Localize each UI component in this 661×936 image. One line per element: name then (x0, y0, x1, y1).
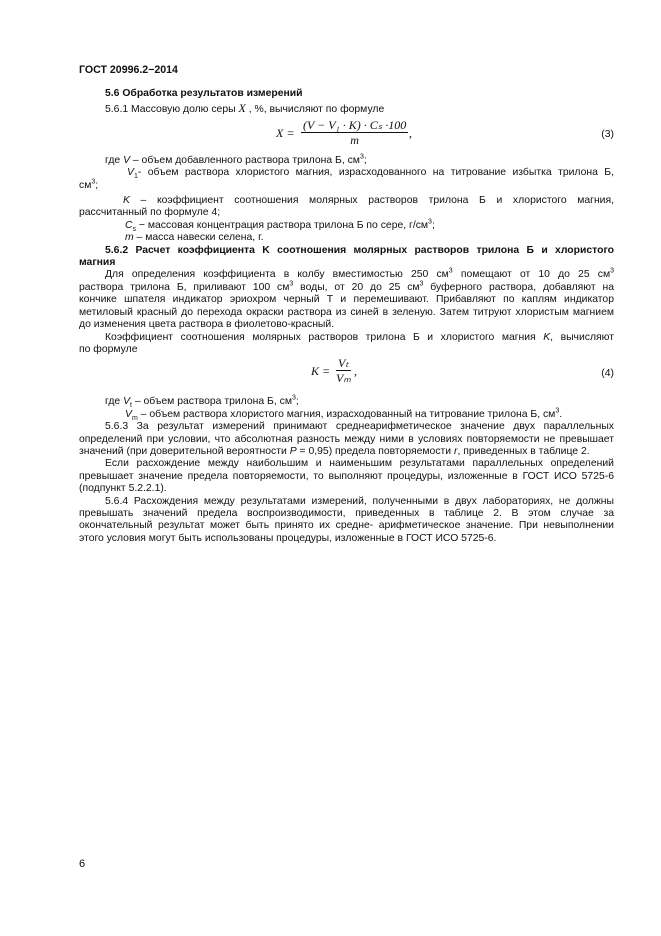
p1-part-b: помещают от 10 до 25 см (452, 269, 611, 281)
var-p: P (289, 445, 297, 457)
unit-cm: см (79, 179, 92, 191)
superscript-3: 3 (419, 280, 424, 288)
var-v: V (123, 154, 130, 166)
subscript-m: m (131, 414, 138, 422)
clause-5-6-1-suffix: , %, вычисляют по формуле (245, 104, 385, 116)
subscript-s: s (132, 225, 137, 233)
clause-5-6-3-part-b: = 0,95) предела повторяемости (296, 445, 454, 457)
var-vm: V (125, 408, 132, 420)
section-5-6-2-title-line-1: 5.6.2 Расчет коэффициента K соотношения молярных растворов трилона Б и хлористого (105, 244, 614, 256)
p2-part-a: Коэффициент соотношения молярных растворов трилона Б и хлористого магния (105, 331, 544, 343)
superscript-3: 3 (428, 218, 432, 226)
clause-5-6-4: 5.6.4 Расхождения между результатами измерений, полученными в двух лабораториях, не должны превышать значений предела воспроизводимости, приведенных в таблице 2. В этом случае за окончательный результат может быть принято их средне- арифметическое значение. При невыполнении этого условия могут быть использованы процедуры, изложенные в ГОСТ ИСО 5725-6. (79, 495, 614, 544)
page-content (79, 88, 614, 545)
formula-3 (79, 117, 614, 155)
formula-3-fraction (301, 118, 408, 148)
paragraph-1-line-2 (79, 282, 614, 294)
superscript-3: 3 (359, 153, 364, 161)
formula-4-lhs-var: K (311, 364, 320, 379)
var-m: m (125, 232, 134, 244)
p1-part-c: раствора трилона Б, приливают 100 см (79, 281, 290, 293)
clause-5-6-3 (79, 421, 614, 458)
clause-5-6-3-part-a: 5.6.3 За результат измерений принимают среднеарифметическое значение двух параллельных определений при условии, что абсолютная разность между ними в условиях повторяемости не превышает значений (при доверительной вероятности (79, 421, 614, 457)
var-k: K (123, 195, 130, 207)
where-3-cs-desc: − массовая концентрация раствора трилона Б по сере, г/см (136, 219, 429, 231)
superscript-3: 3 (610, 268, 614, 275)
where-3-m-desc: – масса навески селена, г. (133, 232, 264, 244)
superscript-3: 3 (448, 268, 453, 275)
formula-4-fraction (336, 356, 351, 386)
where-4-line-2: $V_m$ – объем раствора хлористого магния, израсходованный на титрование трилона Б, $см^3$. (125, 407, 563, 422)
where-3-line-2 (79, 167, 614, 179)
var-v1: V (127, 167, 134, 179)
paragraph-2 (79, 332, 614, 344)
where-3-line-7 (79, 232, 614, 244)
where-3-line-1: где V – объем добавленного раствора трилона Б, $см^3$; (105, 153, 367, 166)
formula-3-lhs-var: X (276, 125, 284, 140)
where-3-v1-desc: - объем раствора хлористого магния, израсходованного на титрование избытка трилона Б, (137, 167, 614, 179)
formula-4 (79, 356, 614, 396)
formula-3-lhs (276, 127, 294, 139)
page-number: 6 (79, 858, 86, 870)
paragraph-3: Если расхождение между наибольшим и наименьшим результатами параллельных определений превышает значение предела повторяемости, то выполняют процедуры, изложенные в ГОСТ ИСО 5725-6 (подпункт 5.2.2.1). (79, 458, 614, 495)
formula-3-numerator: (V − V₁ · K) · Cₛ ·100 (303, 117, 407, 132)
where-4-vt-desc: – объем раствора трилона Б, см (131, 396, 292, 408)
subscript-1: 1 (133, 173, 138, 181)
superscript-3: 3 (289, 280, 294, 288)
where-3-line-4 (79, 195, 614, 207)
where-label: где (105, 154, 124, 166)
where-3-line-6: $C_s$ − массовая концентрация раствора трилона Б по сере, $г/см^3$; (125, 218, 435, 233)
formula-4-lhs (311, 365, 330, 377)
formula-4-comma: , (354, 364, 357, 379)
formula-3-number: (3) (601, 128, 614, 140)
superscript-3: 3 (555, 407, 560, 415)
var-cs: C (125, 219, 133, 231)
p1-part-d: воды, от 20 до 25 см (293, 281, 420, 293)
var-x: X (238, 101, 246, 116)
where-4-vm-desc: – объем раствора хлористого магния, израсходованный на титрование трилона Б, см (137, 408, 556, 420)
var-r: r (454, 445, 458, 457)
paragraph-1-rest: кончике шпателя индикатор эриохром черный Т и перемешивают. Прибавляют по каплям индикатор метиловый красный до перехода окраски раствора из синей в зеленую. Затем титруют хлористым магнием до изменения цвета раствора в фиолетово-красный. (79, 294, 614, 331)
formula-4-denominator: Vₘ (336, 371, 351, 386)
formula-4-equals: = (322, 364, 331, 379)
formula-4-numerator: Vₜ (338, 356, 349, 371)
formula-3-comma: , (409, 125, 412, 140)
where-3-k-desc: – коэффициент соотношения молярных растворов трилона Б и хлористого магния, (129, 195, 614, 207)
where-4-line-1: где $V_t$ – объем раствора трилона Б, $см^3$; (105, 394, 299, 410)
paragraph-2-end: по формуле (79, 343, 138, 355)
clause-5-6-3-part-c: , приведенных в таблице 2. (457, 445, 590, 457)
clause-5-6-1-prefix: 5.6.1 Массовую долю серы (105, 104, 239, 116)
p2-part-b: , вычисляют (550, 331, 614, 343)
formula-3-denominator: m (350, 132, 359, 147)
p1-part-a: Для определения коэффициента в колбу вместимостью 250 см (105, 269, 449, 281)
clause-5-6-1 (79, 102, 614, 116)
var-vt: V (123, 396, 130, 408)
where-label: где (105, 396, 124, 408)
p1-part-e: буферного раствора, добавляют на (423, 281, 614, 293)
formula-4-number: (4) (601, 368, 614, 380)
paragraph-1-line-1 (79, 269, 614, 281)
where-3-line-3: $см^3$; (79, 178, 99, 191)
section-5-6-2-title-line-2: магния (79, 257, 116, 269)
document-header: ГОСТ 20996.2−2014 (79, 64, 178, 76)
where-3-line-5: рассчитанный по формуле 4; (79, 207, 221, 219)
where-3-v-desc: – объем добавленного раствора трилона Б, см (130, 154, 360, 166)
section-5-6-title: 5.6 Обработка результатов измерений (105, 88, 303, 99)
superscript-3: 3 (291, 394, 296, 402)
formula-3-equals: = (286, 125, 295, 140)
superscript-3: 3 (91, 178, 96, 186)
subscript-t: t (130, 402, 132, 410)
var-k: K (543, 331, 551, 343)
